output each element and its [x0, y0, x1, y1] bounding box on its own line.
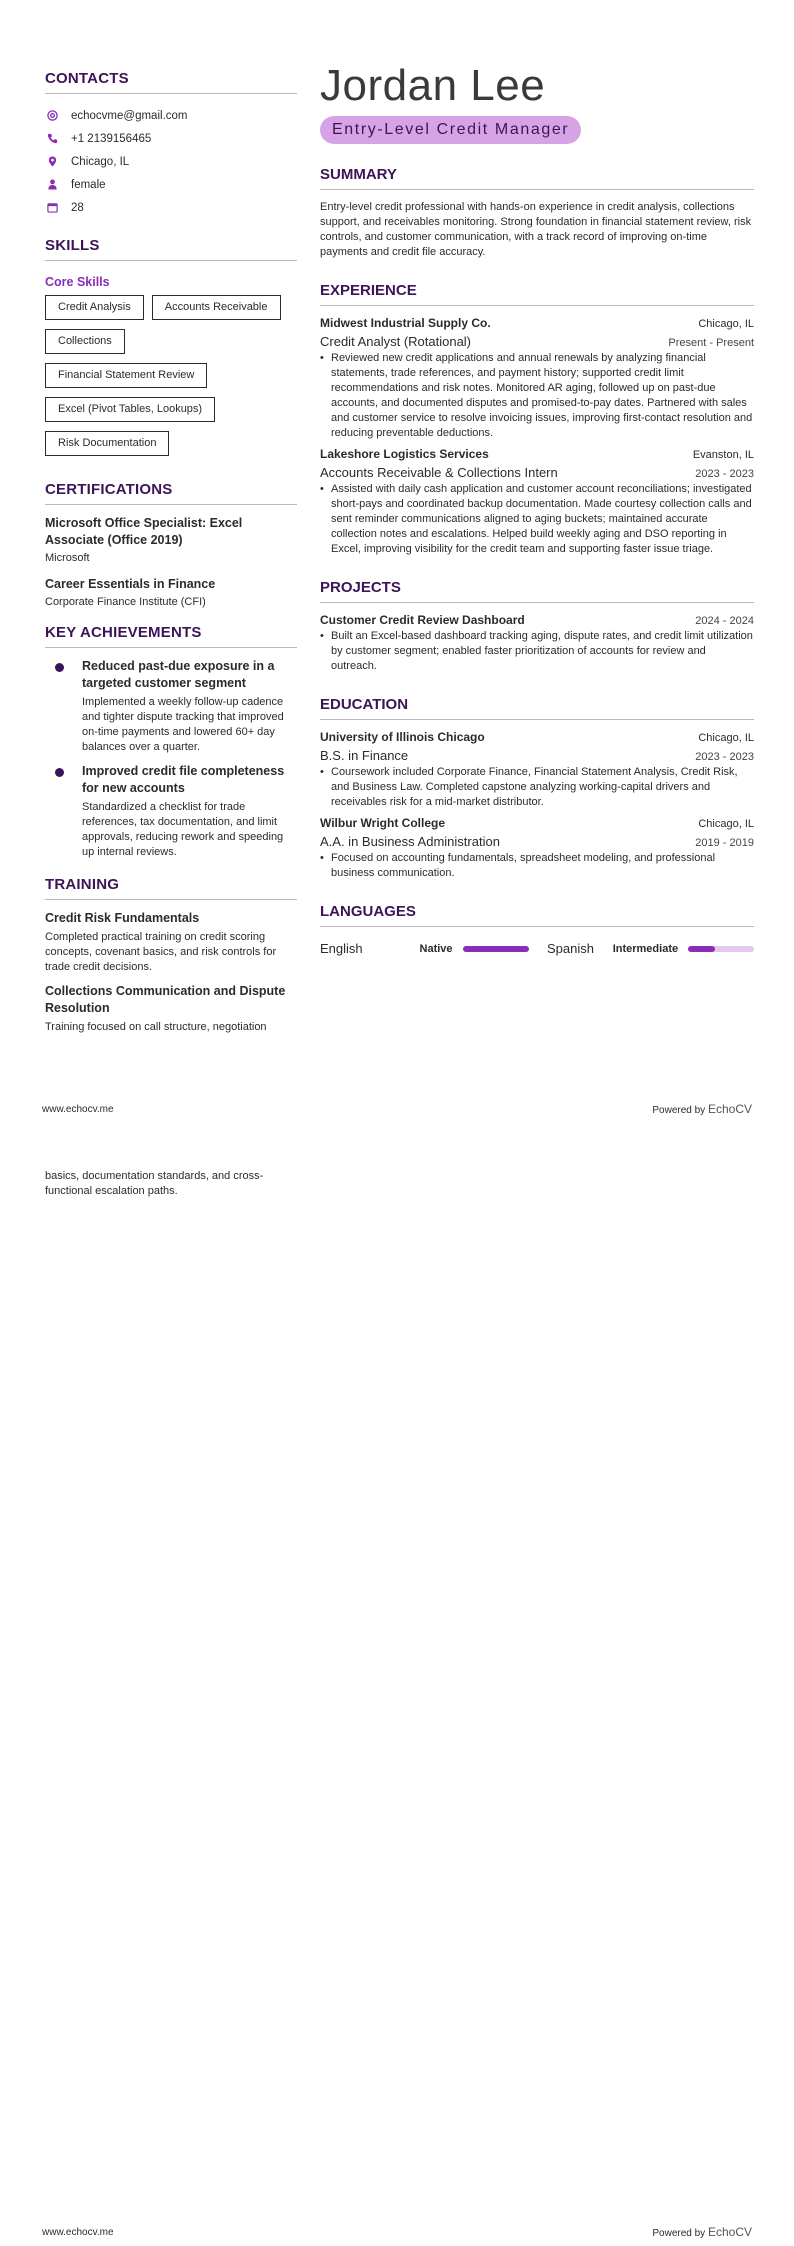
footer-powered-text: Powered by [652, 1105, 706, 1116]
footer-brand: EchoCV [707, 2225, 752, 2239]
experience-heading: EXPERIENCE [320, 282, 754, 306]
certification-org: Microsoft [45, 552, 90, 564]
experience-location: Chicago, IL [698, 318, 754, 330]
footer-powered-by [652, 1102, 752, 1116]
education-item [320, 816, 754, 881]
experience-bullet-text: Reviewed new credit applications and annual renewals by analyzing financial statements, trade references, and payment history; supported credit limit recommendations and risk notes. Monitored AR aging, followed up on past-due accounts, and documented disputes and promised-to-pay dates. Partnered with sales and customer service to resolve invoicing issues, improving first-contact resolution and reducing preventable deductions. [331, 352, 753, 439]
language-level: Native [419, 942, 453, 955]
skill-tag: Financial Statement Review [45, 363, 207, 388]
summary-text: Entry-level credit professional with hands-on experience in credit analysis, collections support, and receivables monitoring. Strong foundation in financial statement review, risk controls, and customer communication, with a track record of improving on-time payments and credit file accuracy. [320, 201, 752, 258]
skills-heading: SKILLS [45, 237, 297, 261]
education-location: Chicago, IL [698, 818, 754, 830]
skill-tag: Credit Analysis [45, 295, 144, 320]
experience-bullet: • Assisted with daily cash application and customer account reconciliations; investigated short-pays and coordinated backup documentation. Made courtesy collection calls and sent reminder communications aligned to aging buckets; maintained accurate collection notes and escalations. Helped build weekly aging and DSO reporting in Excel, improving visibility for the credit team and supporting faster issue triage. [320, 482, 754, 557]
certification-item [45, 576, 297, 608]
location-pin-icon [45, 155, 59, 169]
achievement-item [45, 763, 297, 860]
project-item [320, 613, 754, 674]
experience-item [320, 447, 754, 557]
certification-name: Microsoft Office Specialist: Excel Associate (Office 2019) [45, 516, 243, 547]
phone-icon [45, 132, 59, 146]
education-school: Wilbur Wright College [320, 816, 445, 830]
experience-role: Accounts Receivable & Collections Intern [320, 465, 558, 480]
project-dates: 2024 - 2024 [695, 615, 754, 627]
footer-powered-text: Powered by [652, 2228, 706, 2239]
calendar-icon [45, 201, 59, 215]
project-bullet: • Built an Excel-based dashboard tracking aging, dispute rates, and credit limit utilization by customer segment; enabled faster prioritization of accounts for review and outreach. [320, 630, 753, 672]
achievement-desc: Implemented a weekly follow-up cadence and tighter dispute tracking that improved on-time payments and lowered 60+ day balances over a quarter. [82, 696, 284, 753]
training-item [45, 983, 297, 1035]
experience-org: Lakeshore Logistics Services [320, 447, 489, 461]
skill-tag: Accounts Receivable [152, 295, 281, 320]
training-heading: TRAINING [45, 876, 297, 900]
experience-location: Evanston, IL [692, 449, 754, 461]
skill-tag: Collections [45, 329, 125, 354]
skill-tag: Excel (Pivot Tables, Lookups) [45, 397, 215, 422]
education-bullet-text: Focused on accounting fundamentals, spreadsheet modeling, and professional business communication. [331, 852, 716, 879]
person-icon [45, 178, 59, 192]
education-dates: 2019 - 2019 [695, 837, 754, 849]
education-degree: A.A. in Business Administration [320, 834, 500, 849]
contact-age-text: 28 [71, 201, 84, 214]
language-level: Intermediate [612, 942, 679, 955]
skill-tags [45, 295, 297, 465]
contact-phone [45, 127, 297, 150]
footer-url[interactable]: www.echocv.me [42, 1104, 114, 1115]
certification-item [45, 515, 297, 564]
certification-name: Career Essentials in Finance [45, 577, 216, 591]
achievements-heading: KEY ACHIEVEMENTS [45, 624, 297, 648]
experience-org: Midwest Industrial Supply Co. [320, 316, 491, 330]
footer-powered-by [652, 2225, 752, 2239]
education-dates: 2023 - 2023 [695, 751, 754, 763]
core-skills-title: Core Skills [45, 275, 110, 289]
footer-url[interactable]: www.echocv.me [42, 2227, 114, 2238]
education-school: University of Illinois Chicago [320, 730, 485, 744]
training-desc: Completed practical training on credit scoring concepts, covenant basics, and risk controls for trade credit decisions. [45, 931, 277, 973]
achievement-title: Improved credit file completeness for new accounts [82, 764, 285, 795]
experience-bullet-text: Assisted with daily cash application and customer account reconciliations; investigated short-pays and coordinated backup documentation. Made courtesy collection calls and sent reminder communications aligned to aging buckets; maintained accurate collection notes and escalations. Helped build weekly aging and DSO reporting in Excel, improving visibility for the credit team and supporting faster issue triage. [331, 483, 752, 555]
footer-brand: EchoCV [707, 1102, 752, 1116]
education-heading: EDUCATION [320, 696, 754, 720]
education-item [320, 730, 754, 810]
experience-bullet: • Reviewed new credit applications and annual renewals by analyzing financial statements, trade references, and payment history; supported credit limit recommendations and risk notes. Monitored AR aging, followed up on past-due accounts, and documented disputes and promised-to-pay dates. Partnered with sales and customer service to resolve invoicing issues, improving first-contact resolution and reducing preventable deductions. [320, 352, 753, 439]
contact-email [45, 104, 297, 127]
education-bullet: • Focused on accounting fundamentals, spreadsheet modeling, and professional business communication. [320, 851, 754, 881]
candidate-name: Jordan Lee [320, 61, 546, 110]
education-location: Chicago, IL [698, 732, 754, 744]
bullet-dot-icon [55, 663, 64, 672]
contacts-heading: CONTACTS [45, 70, 297, 94]
experience-item [320, 316, 754, 441]
achievement-item [45, 658, 297, 755]
training-desc: Training focused on call structure, negotiation [45, 1021, 267, 1033]
contact-location [45, 150, 297, 173]
contact-age [45, 196, 297, 219]
contact-gender-text: female [71, 178, 106, 191]
summary-heading: SUMMARY [320, 166, 754, 190]
achievement-title: Reduced past-due exposure in a targeted customer segment [82, 659, 275, 690]
experience-dates: 2023 - 2023 [695, 468, 754, 480]
right-column [320, 62, 754, 956]
contact-location-text: Chicago, IL [71, 155, 130, 168]
project-bullet-text: Built an Excel-based dashboard tracking aging, dispute rates, and credit limit utilization by customer segment; enabled faster prioritization of accounts for review and outreach. [331, 630, 753, 672]
training-title: Collections Communication and Dispute Resolution [45, 984, 286, 1015]
certifications-heading: CERTIFICATIONS [45, 481, 297, 505]
job-title-badge: Entry-Level Credit Manager [320, 116, 581, 144]
achievement-desc: Standardized a checklist for trade references, tax documentation, and limit approvals, reducing rework and speeding up internal reviews. [82, 801, 284, 858]
left-column [45, 70, 297, 1043]
contact-phone-text[interactable]: +1 2139156465 [71, 132, 152, 145]
experience-dates: Present - Present [668, 337, 754, 349]
experience-role: Credit Analyst (Rotational) [320, 334, 472, 349]
education-bullet-text: Coursework included Corporate Finance, Financial Statement Analysis, Credit Risk, and Business Law. Completed capstone analyzing working-capital drivers and receivables risk for a mid-market distributor. [331, 766, 738, 808]
education-degree: B.S. in Finance [320, 748, 409, 763]
language-proficiency-bar [463, 946, 529, 952]
at-icon [45, 109, 59, 123]
bullet-dot-icon [55, 768, 64, 777]
language-name: English [320, 941, 363, 956]
contacts-list [45, 104, 297, 219]
languages-list [320, 941, 754, 956]
contact-gender [45, 173, 297, 196]
language-name: Spanish [547, 941, 594, 956]
projects-heading: PROJECTS [320, 579, 754, 603]
contact-email-text[interactable]: echocvme@gmail.com [71, 109, 188, 122]
language-proficiency-fill [688, 946, 714, 952]
language-proficiency-fill [463, 946, 529, 952]
training-item [45, 910, 297, 975]
skill-tag: Risk Documentation [45, 431, 169, 456]
languages-heading: LANGUAGES [320, 903, 754, 927]
training-title: Credit Risk Fundamentals [45, 911, 200, 925]
education-bullet: • Coursework included Corporate Finance, Financial Statement Analysis, Credit Risk, and Business Law. Completed capstone analyzing working-capital drivers and receivables risk for a mid-market distributor. [320, 765, 754, 810]
project-name: Customer Credit Review Dashboard [320, 613, 525, 627]
certification-org: Corporate Finance Institute (CFI) [45, 596, 206, 608]
language-proficiency-bar [688, 946, 754, 952]
training-desc-continued: basics, documentation standards, and cross-functional escalation paths. [45, 1170, 264, 1197]
